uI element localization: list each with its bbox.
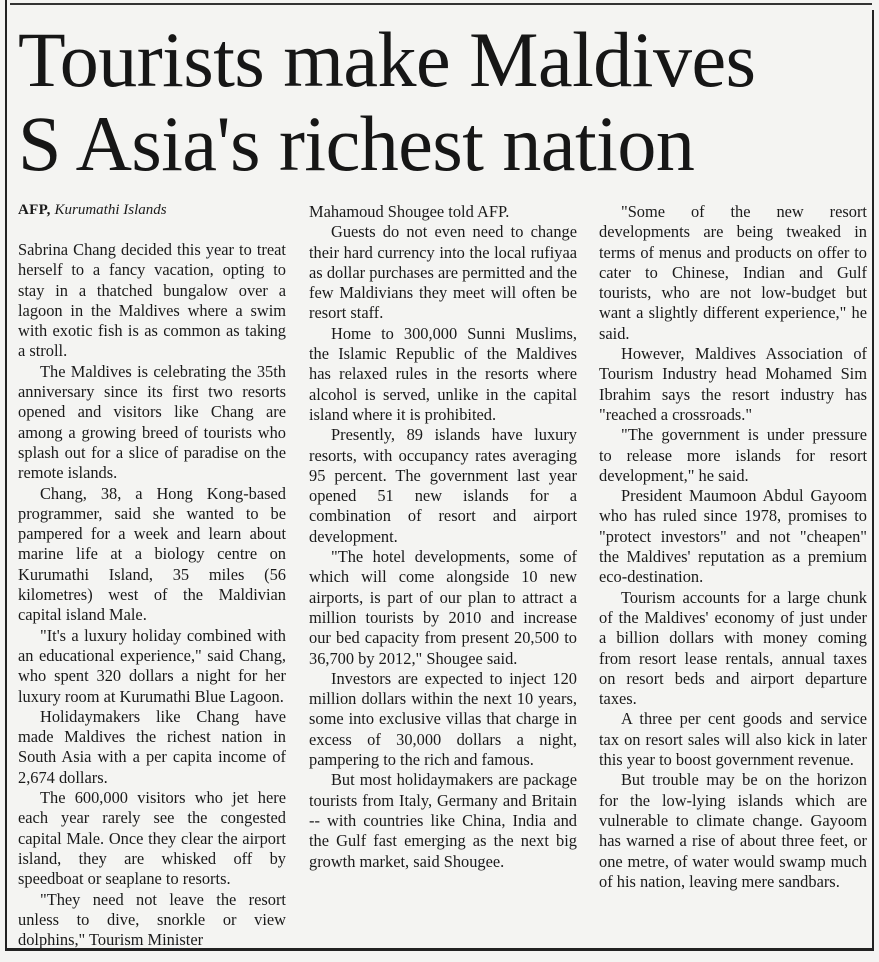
headline-line-2: S Asia's richest nation [18,100,695,187]
paragraph: However, Maldives Association of Tourism Industry head Mohamed Sim Ibrahim says the resort industry has "reached a crossroads." [599,344,867,424]
paragraph: But trouble may be on the horizon for the low-lying islands which are vulnerable to climate change. Gayoom has warned a rise of about three feet, or one metre, of water would swamp much of his nation, leaving mere sandbars. [599,770,867,891]
paragraph: Chang, 38, a Hong Kong-based programmer, said she wanted to be pampered for a week and learn about marine life at a biology centre on Kurumathi Island, 35 miles (56 kilometres) west of the Maldivian capital island Male. [18,483,286,625]
right-border-rule [872,10,874,950]
paragraph: Tourism accounts for a large chunk of the Maldives' economy of just under a billion dollars with money coming from resort lease rentals, annual taxes on resort beds and airport departure taxes. [599,587,867,709]
paragraph: The 600,000 visitors who jet here each year rarely see the congested capital Male. Once they clear the airport island, they are whisked off by speedboat or seaplane to resorts. [18,788,286,889]
paragraph: "The hotel developments, some of which will come alongside 10 new airports, is part of our plan to attract a million tourists by 2010 and increase our bed capacity from present 20,500 to 36,700 by 2012," Shougee said. [309,547,577,668]
paragraph: "The government is under pressure to release more islands for resort development," he said. [599,425,867,485]
paragraph: Investors are expected to inject 120 million dollars within the next 10 years, some into exclusive villas that charge in excess of 30,000 dollars a night, pampering to the rich and famous. [309,668,577,770]
paragraph: "Some of the new resort developments are being tweaked in terms of menus and products on offer to cater to Chinese, Indian and Gulf tourists, who are not low-budget but want a slightly different experience," he said. [599,202,867,343]
paragraph: A three per cent goods and service tax on resort sales will also kick in later this year to boost government revenue. [599,709,867,770]
byline-agency: AFP, [18,202,51,218]
byline [18,200,286,220]
paragraph: "They need not leave the resort unless to dive, snorkle or view dolphins," Tourism Minister [18,889,286,950]
paragraph: Guests do not even need to change their hard currency into the local rufiyaa as dollar purchases are permitted and the few Maldivians they meet will often be resort staff. [309,222,577,323]
paragraph: Sabrina Chang decided this year to treat herself to a fancy vacation, opting to stay in a thatched bungalow over a lagoon in the Maldives where a swim with exotic fish is as common as taking a stroll. [18,240,286,361]
left-border-rule [5,0,7,950]
byline-place: Kurumathi Islands [54,202,167,218]
article-column-1 [18,200,286,950]
paragraph: "It's a luxury holiday combined with an educational experience," said Chang, who spent 320 dollars a night for her luxury room at Kurumathi Blue Lagoon. [18,625,286,706]
paragraph: But most holidaymakers are package tourists from Italy, Germany and Britain -- with countries like China, India and the Gulf fast emerging as the next big growth market, said Shougee. [309,770,577,871]
article-column-2 [309,202,577,872]
paragraph: Holidaymakers like Chang have made Maldives the richest nation in South Asia with a per capita income of 2,674 dollars. [18,706,286,787]
article-column-3 [599,202,867,892]
paragraph: Mahamoud Shougee told AFP. [309,202,510,221]
paragraph: The Maldives is celebrating the 35th anniversary since its first two resorts opened and visitors like Chang are among a growing breed of tourists who splash out for a slice of paradise on the remote islands. [18,361,286,483]
paragraph: Home to 300,000 Sunni Muslims, the Islamic Republic of the Maldives has relaxed rules in the resorts where alcohol is served, unlike in the capital island where it is prohibited. [309,323,577,424]
top-border-rule [10,3,872,5]
paragraph: President Maumoon Abdul Gayoom who has ruled since 1978, promises to "protect investors" and not "cheapen" the Maldives' reputation as a premium eco-destination. [599,486,867,587]
paragraph: Presently, 89 islands have luxury resorts, with occupancy rates averaging 95 percent. The government last year opened 51 new islands for a combination of resort and airport development. [309,425,577,546]
headline-line-1: Tourists make Maldives [18,16,756,103]
headline [18,18,868,186]
